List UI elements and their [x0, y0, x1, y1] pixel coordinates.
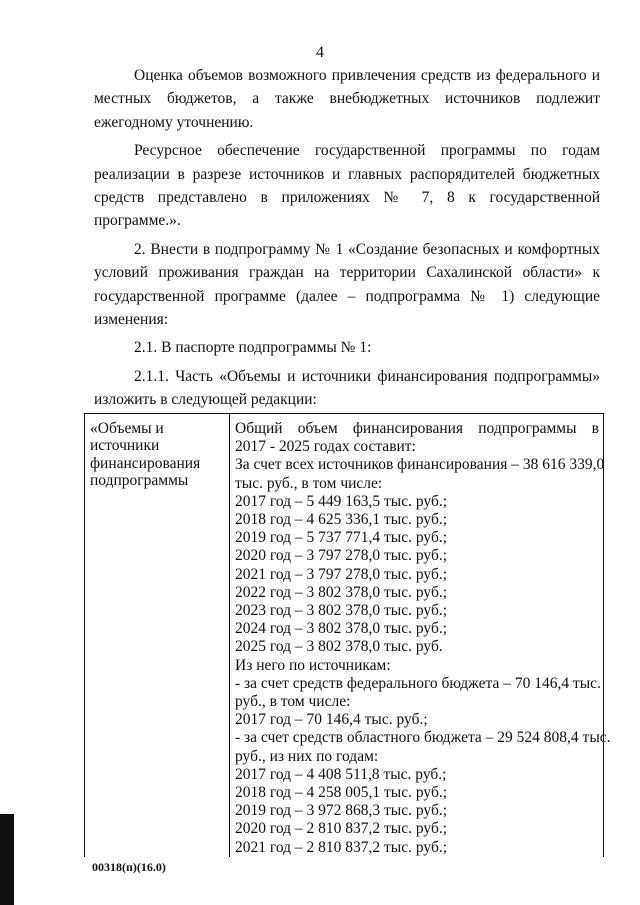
- paragraph-passport: 2.1. В паспорте подпрограммы № 1:: [134, 339, 372, 357]
- label-line: «Объемы и: [90, 420, 164, 437]
- content-line: руб., из них по годам:: [235, 747, 379, 765]
- table-content-cell: [230, 414, 611, 857]
- content-line: 2017 год – 5 449 163,5 тыс. руб.;: [235, 492, 448, 510]
- content-line: 2017 год – 70 146,4 тыс. руб.;: [235, 711, 428, 729]
- content-line: 2024 год – 3 802 378,0 тыс. руб.;: [235, 620, 448, 638]
- content-line: 2021 год – 3 797 278,0 тыс. руб.;: [235, 565, 448, 583]
- funding-table: [84, 413, 611, 857]
- table-label-cell: [85, 414, 230, 857]
- scan-margin-mark: [0, 814, 14, 905]
- content-line: 2018 год – 4 625 336,1 тыс. руб.;: [235, 511, 448, 529]
- paragraph-new-edition: 2.1.1. Часть «Объемы и источники финансирования подпрограммы» изложить в следующей редакции:: [94, 367, 600, 409]
- page-number: 4: [316, 44, 324, 61]
- content-line: Общий объем финансирования подпрограммы в: [235, 420, 599, 437]
- content-line: 2019 год – 3 972 868,3 тыс. руб.;: [235, 802, 448, 820]
- label-line: подпрограммы: [90, 472, 189, 490]
- content-line: 2017 год – 4 408 511,8 тыс. руб.;: [235, 765, 447, 783]
- content-line: 2020 год – 3 797 278,0 тыс. руб.;: [235, 547, 448, 565]
- paragraph-subprogram-changes: 2. Внести в подпрограмму № 1 «Создание безопасных и комфортных условий проживания граждан на территории Сахалинской области» к государственной программе (далее – подпрограмма № 1) следующие изменения:: [94, 240, 600, 329]
- table-row: [85, 414, 604, 857]
- paragraph-resource-provision: Ресурсное обеспечение государственной программы по годам реализации в разрезе источников и главных распорядителей бюджетных средств представлено в приложениях № 7, 8 к государственной программе.».: [94, 142, 600, 230]
- content-line: 2022 год – 3 802 378,0 тыс. руб.;: [235, 583, 448, 601]
- label-line: источники: [90, 437, 160, 455]
- content-line: - за счет средств областного бюджета – 29 524 808,4 тыс.: [235, 729, 611, 747]
- document-code: 00318(п)(16.0): [92, 860, 166, 874]
- content-line: 2019 год – 5 737 771,4 тыс. руб.;: [235, 529, 448, 547]
- content-line: Из него по источникам:: [235, 656, 391, 674]
- content-line: 2017 - 2025 годах составит:: [235, 438, 416, 456]
- label-line: финансирования: [90, 454, 201, 472]
- content-line: - за счет средств федерального бюджета – 70 146,4 тыс.: [235, 674, 601, 692]
- content-line: руб., в том числе:: [235, 693, 351, 711]
- paragraph-funding-estimate: Оценка объемов возможного привлечения средств из федерального и местных бюджетов, а также внебюджетных источников подлежит ежегодному уточнению.: [94, 67, 600, 131]
- content-line: тыс. руб., в том числе:: [235, 474, 383, 492]
- body-text: [94, 64, 600, 412]
- content-line: 2023 год – 3 802 378,0 тыс. руб.;: [235, 602, 448, 620]
- content-line: За счет всех источников финансирования – 38 616 339,0: [235, 456, 605, 474]
- content-line: 2025 год – 3 802 378,0 тыс. руб.: [235, 638, 443, 656]
- content-line: 2020 год – 2 810 837,2 тыс. руб.;: [235, 820, 448, 838]
- content-line: 2021 год – 2 810 837,2 тыс. руб.;: [235, 838, 448, 856]
- content-line: 2018 год – 4 258 005,1 тыс. руб.;: [235, 784, 448, 802]
